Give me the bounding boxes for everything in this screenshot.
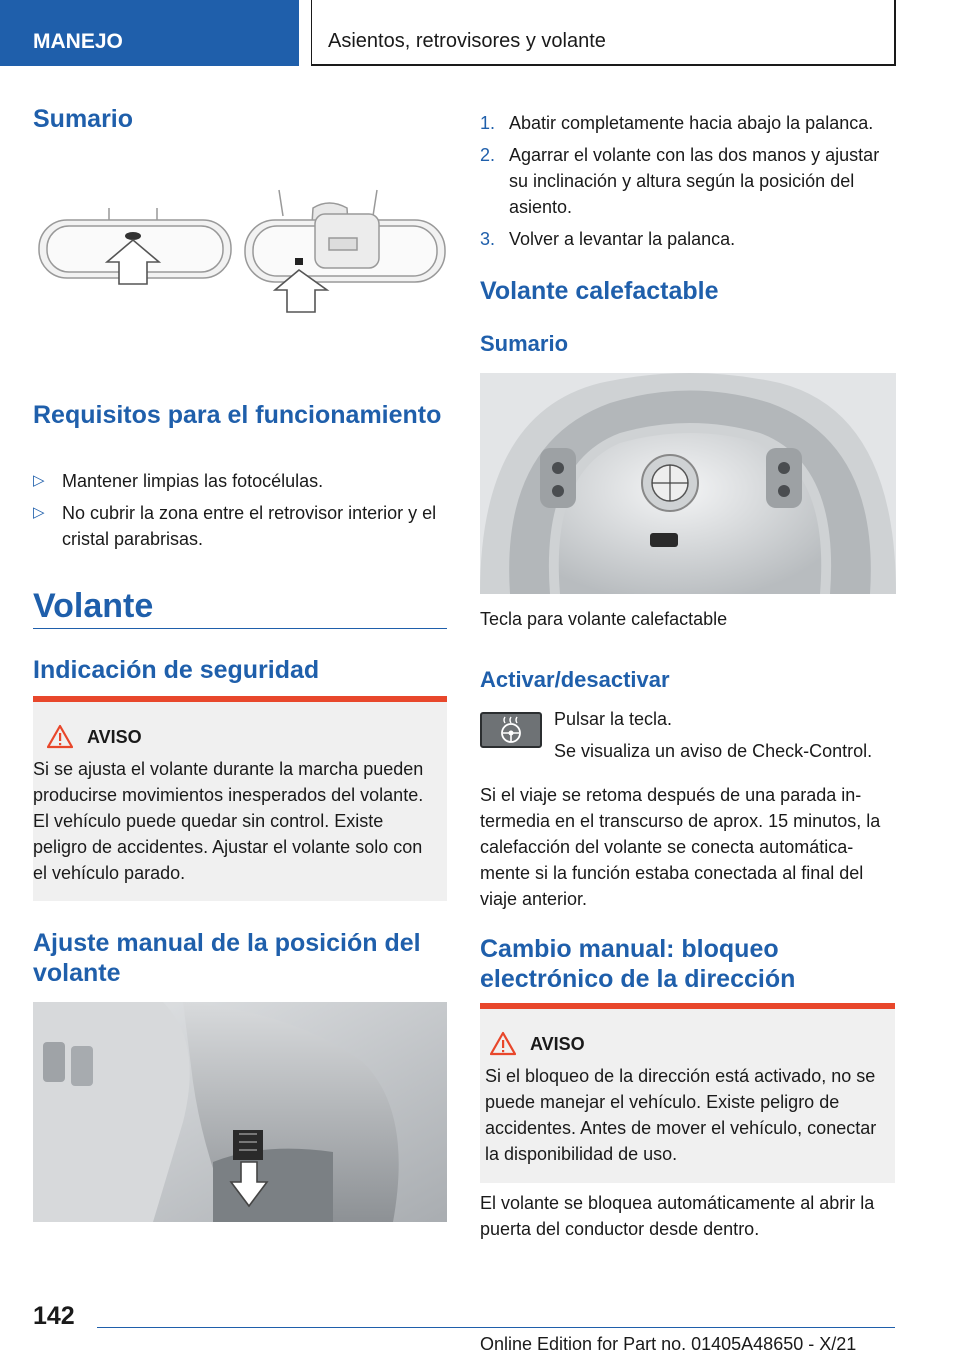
mirror-figure bbox=[33, 180, 447, 330]
indicacion-heading: Indicación de seguridad bbox=[33, 656, 320, 684]
bullet-triangle-icon: ▷ bbox=[33, 504, 45, 521]
ajuste-heading: Ajuste manual de la posición del volante bbox=[33, 929, 421, 987]
warning-label: AVISO bbox=[530, 1033, 585, 1054]
warning-label: AVISO bbox=[87, 726, 142, 747]
requisitos-list bbox=[33, 468, 447, 558]
activar-result: Se visualiza un aviso de Check-Control. bbox=[554, 741, 873, 761]
sumario-subheading: Sumario bbox=[480, 331, 569, 356]
list-item: 3. Volver a levantar la palanca. bbox=[480, 229, 736, 249]
warning-icon bbox=[47, 724, 73, 750]
chapter-label: Asientos, retrovisores y volante bbox=[328, 30, 606, 52]
heated-wheel-button-icon bbox=[480, 712, 542, 748]
calefaccion-paragraph: Si el viaje se retoma después de una parada intermedia en el transcurso de aprox. 15 minutos, la calefacción del volante se conecta automáticamente si la función estaba conectada al final del viaje anterior. bbox=[480, 785, 881, 909]
figure-caption: Tecla para volante calefactable bbox=[480, 609, 728, 629]
heading-rule bbox=[33, 628, 447, 629]
volante-heading: Volante bbox=[33, 587, 154, 625]
list-item: ▷ No cubrir la zona entre el retrovisor interior y el cristal parabrisas. bbox=[33, 500, 447, 552]
list-item: 2. Agarrar el volante con las dos manos y ajustar su inclinación y altura según la posición del asiento. bbox=[480, 145, 880, 217]
section-tab bbox=[0, 0, 299, 66]
warning-box bbox=[33, 696, 447, 901]
warning-icon bbox=[490, 1031, 516, 1057]
warning-text: Si el bloqueo de la dirección está activado, no se puede manejar el vehículo. Existe peligro de accidentes. Antes de mover el vehículo, conectar la disponibilidad de uso. bbox=[485, 1066, 877, 1164]
activar-heading: Activar/desactivar bbox=[480, 667, 670, 692]
steps-list bbox=[480, 110, 896, 258]
list-item: ▷ Mantener limpias las fotocélulas. bbox=[33, 468, 447, 494]
calefactable-heading: Volante calefactable bbox=[480, 277, 719, 305]
chapter-tab bbox=[311, 0, 896, 66]
section-label: MANEJO bbox=[33, 30, 123, 53]
activar-step: Pulsar la tecla. bbox=[554, 709, 673, 729]
warning-text: Si se ajusta el volante durante la marcha pueden producirse movimientos inesperados del volante. El vehículo puede quedar sin control. Existe peligro de accidentes. Ajustar el volante solo con el vehículo parado. bbox=[33, 759, 424, 883]
page-number: 142 bbox=[33, 1302, 75, 1330]
requisitos-heading: Requisitos para el funcionamiento bbox=[33, 401, 442, 429]
steering-wheel-figure bbox=[480, 373, 896, 594]
footer-rule bbox=[97, 1327, 895, 1328]
steering-lever-figure bbox=[33, 1002, 447, 1222]
sumario-heading: Sumario bbox=[33, 105, 134, 133]
edition-note: Online Edition for Part no. 01405A48650 - X/21 bbox=[480, 1334, 857, 1354]
bloqueo-paragraph: El volante se bloquea automáticamente al abrir la puerta del conductor desde dentro. bbox=[480, 1193, 875, 1239]
warning-box bbox=[480, 1003, 895, 1183]
list-item: 1. Abatir completamente hacia abajo la palanca. bbox=[480, 113, 874, 133]
bullet-triangle-icon: ▷ bbox=[33, 472, 45, 489]
cambio-heading: Cambio manual: bloqueo electrónico de la dirección bbox=[480, 935, 796, 993]
